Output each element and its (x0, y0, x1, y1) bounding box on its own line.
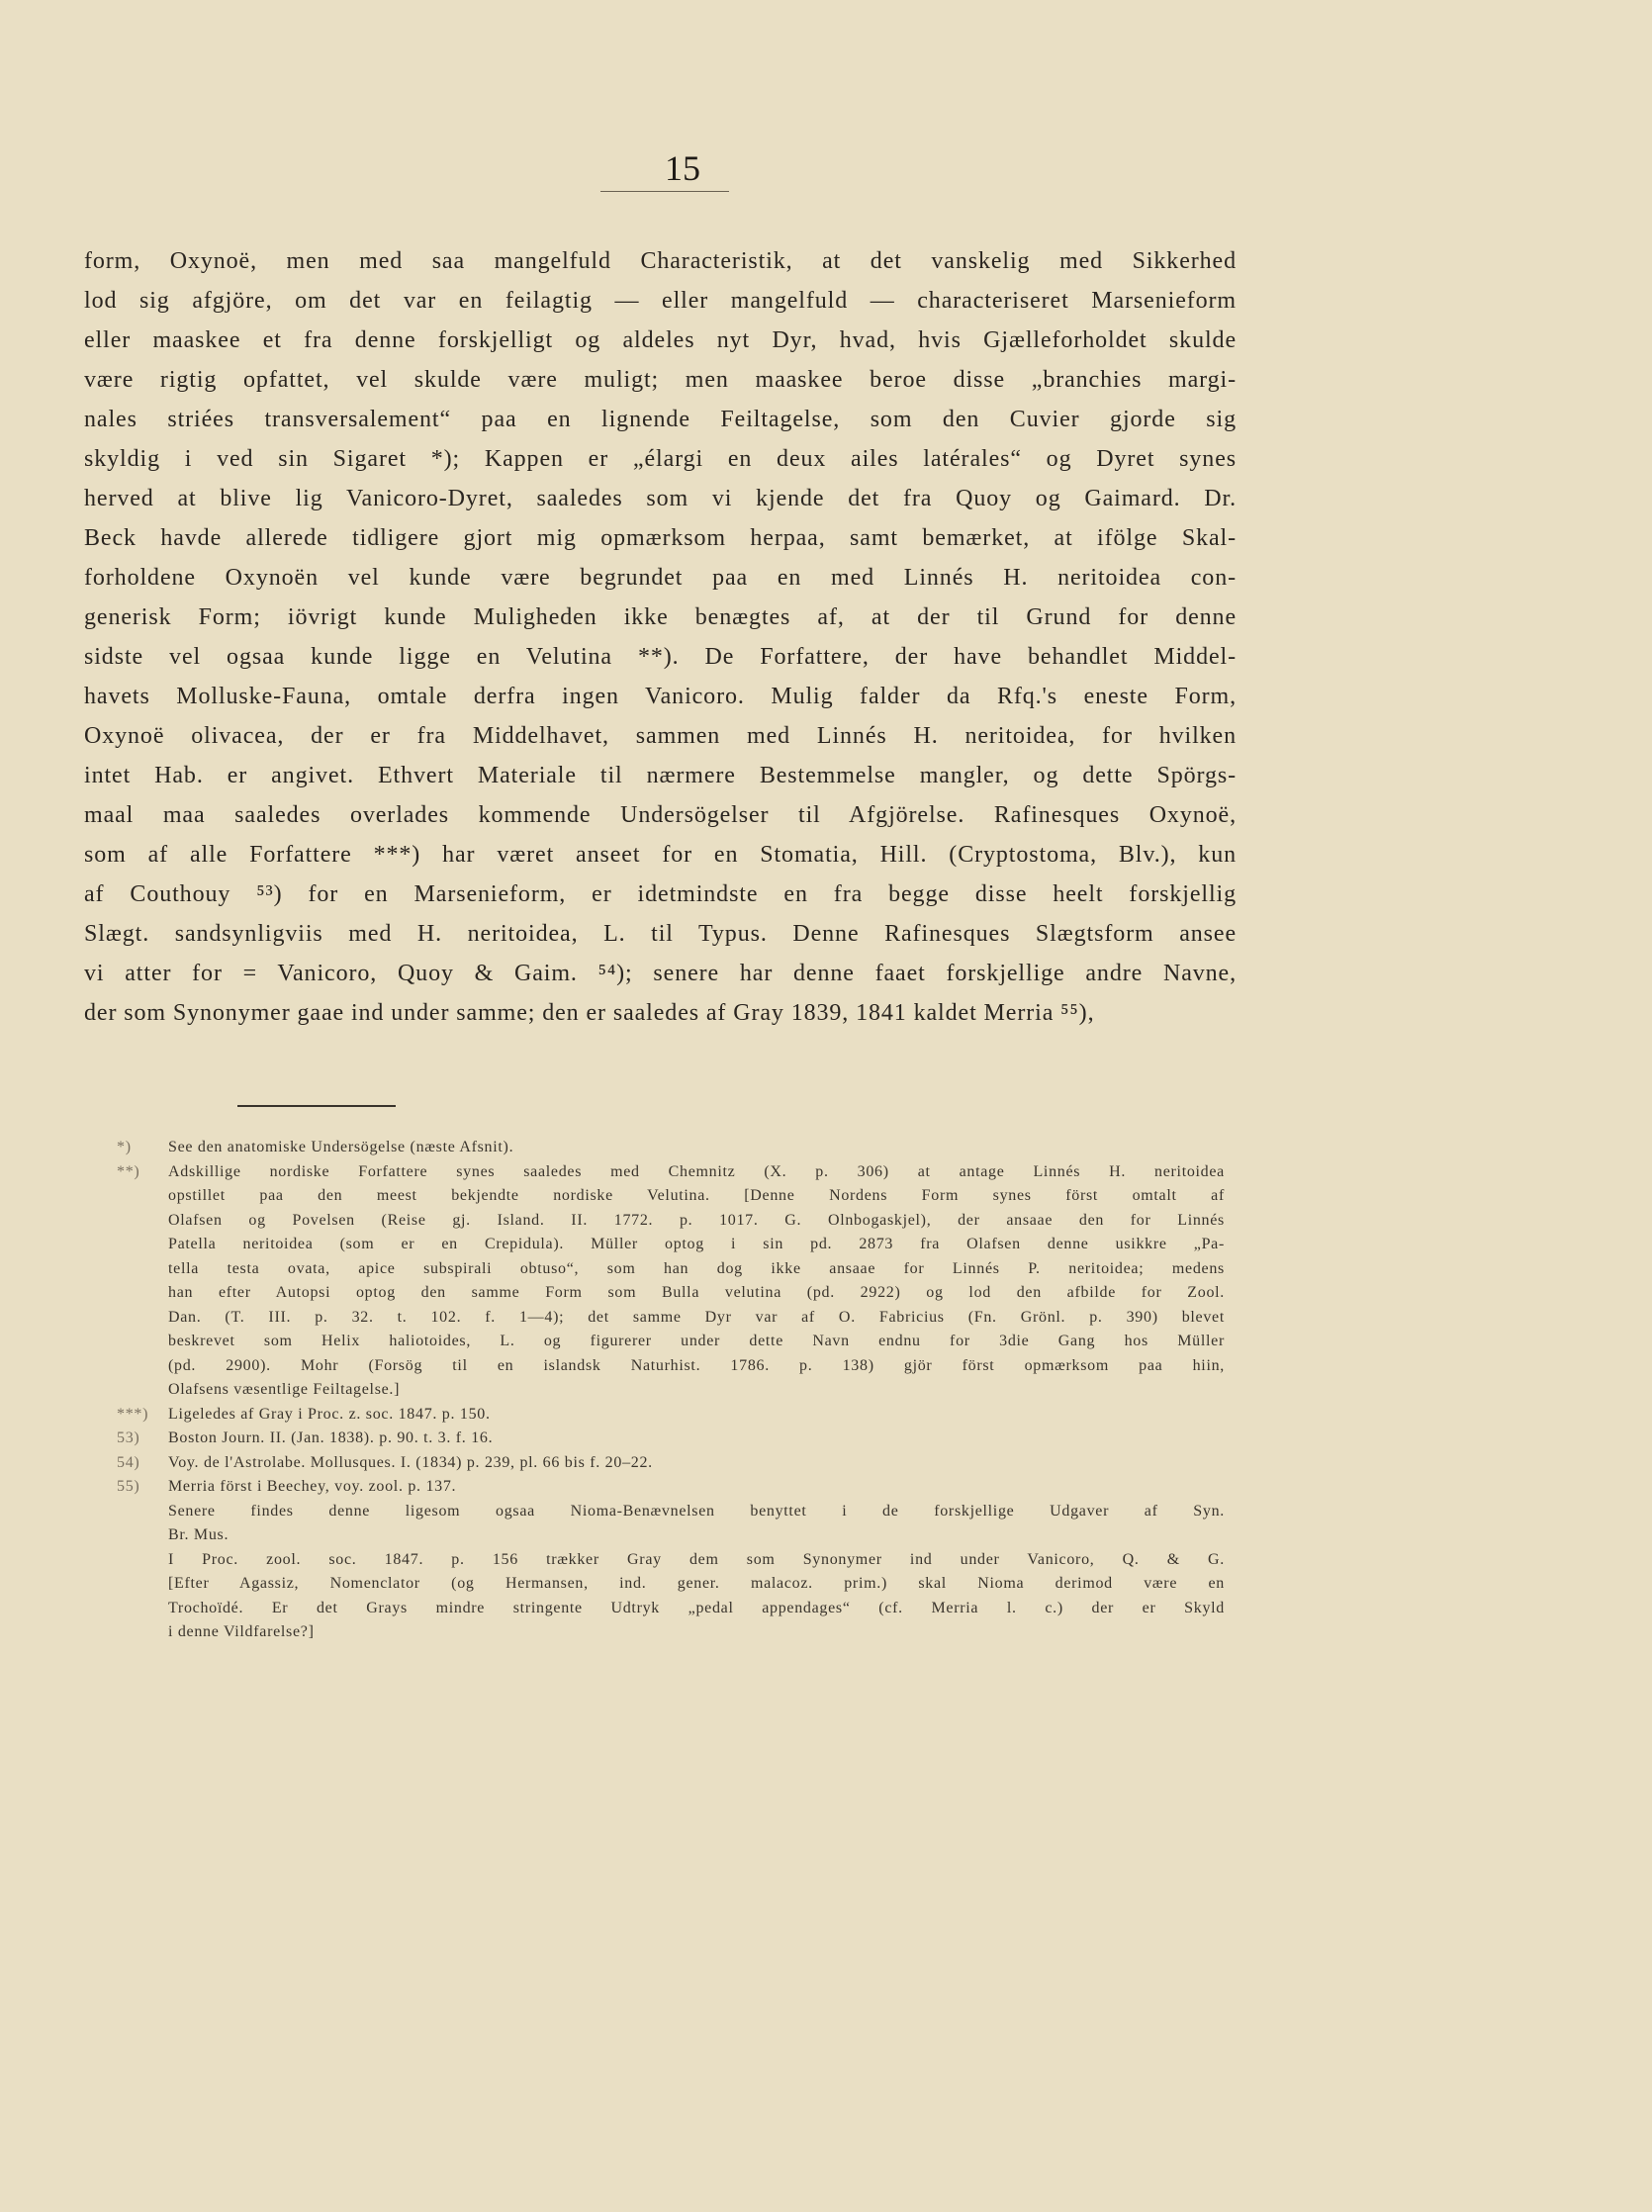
footnotes (117, 1136, 1225, 1645)
footnote-marker: *) (117, 1139, 132, 1155)
body-line: form, Oxynoë, men med saa mangelfuld Characteristik, at det vanskelig med Sikkerhed (84, 248, 1237, 274)
footnote-line (117, 1281, 1225, 1306)
body-line: Beck havde allerede tidligere gjort mig opmærksom herpaa, samt bemærket, at ifölge Skal- (84, 525, 1237, 551)
body-line: der som Synonymer gaae ind under samme; den er saaledes af Gray 1839, 1841 kaldet Merria ⁵⁵), (84, 1000, 1095, 1026)
body-line: forholdene Oxynoën vel kunde være begrundet paa en med Linnés H. neritoidea con- (84, 565, 1237, 591)
footnote-line (117, 1548, 1225, 1573)
footnote-line (117, 1160, 1225, 1185)
footnote-text: See den anatomiske Undersögelse (næste Afsnit). (168, 1139, 514, 1155)
footnote-text: Merria först i Beechey, voy. zool. p. 137. (168, 1478, 457, 1495)
footnote-text: tella testa ovata, apice subspirali obtuso“, som han dog ikke ansaae for Linnés P. neritoidea; medens (168, 1259, 1225, 1277)
footnote-line (117, 1427, 1225, 1451)
footnote-text: opstillet paa den meest bekjendte nordiske Velutina. [Denne Nordens Form synes först omtalt af (168, 1187, 1225, 1204)
footnote-text: Olafsen og Povelsen (Reise gj. Island. II. 1772. p. 1017. G. Olnbogaskjel), der ansaae den for Linnés (168, 1211, 1225, 1229)
footnote-line (117, 1523, 1225, 1548)
body-line: eller maaskee et fra denne forskjelligt og aldeles nyt Dyr, hvad, hvis Gjælleforholdet skulde (84, 327, 1237, 353)
footnote-separator (237, 1105, 396, 1107)
footnote-line (117, 1184, 1225, 1209)
footnote-line (117, 1136, 1225, 1160)
footnote-line (117, 1354, 1225, 1379)
footnote-line (117, 1306, 1225, 1331)
footnote-line (117, 1403, 1225, 1428)
body-line: Oxynoë olivacea, der er fra Middelhavet, sammen med Linnés H. neritoidea, for hvilken (84, 723, 1237, 749)
footnote-text: i denne Vildfarelse?] (168, 1623, 315, 1640)
footnote-marker: 54) (117, 1453, 140, 1471)
footnote-text: Adskillige nordiske Forfattere synes saaledes med Chemnitz (X. p. 306) at antage Linnés H. neritoidea (168, 1162, 1225, 1180)
footnote-text: Br. Mus. (168, 1526, 229, 1543)
footnote-text: I Proc. zool. soc. 1847. p. 156 trækker Gray dem som Synonymer ind under Vanicoro, Q. & G. (168, 1550, 1225, 1568)
footnote-text: Patella neritoidea (som er en Crepidula). Müller optog i sin pd. 2873 fra Olafsen denne usikkre „Pa- (168, 1236, 1225, 1252)
footnote-text: beskrevet som Helix haliotoides, L. og figurerer under dette Navn endnu for 3die Gang hos Müller (168, 1333, 1225, 1349)
footnote-text: [Efter Agassiz, Nomenclator (og Hermansen, ind. gener. malacoz. prim.) skal Nioma derimod være en (168, 1575, 1225, 1592)
footnote-text: Boston Journ. II. (Jan. 1838). p. 90. t. 3. f. 16. (168, 1429, 494, 1446)
body-text (84, 241, 1237, 1033)
footnote-text: Olafsens væsentlige Feiltagelse.] (168, 1381, 401, 1398)
footnote-line (117, 1330, 1225, 1354)
page-number: 15 (665, 148, 700, 188)
footnote-marker: 55) (117, 1478, 140, 1495)
footnote-line (117, 1209, 1225, 1234)
footnote-text: Voy. de l'Astrolabe. Mollusques. I. (1834) p. 239, pl. 66 bis f. 20–22. (168, 1453, 653, 1471)
footnote-marker: **) (117, 1162, 140, 1180)
footnote-line (117, 1233, 1225, 1257)
footnote-text: Senere findes denne ligesom ogsaa Nioma-Benævnelsen benyttet i de forskjellige Udgaver af Syn. (168, 1502, 1225, 1520)
body-line: generisk Form; iövrigt kunde Muligheden ikke benægtes af, at der til Grund for denne (84, 604, 1237, 630)
body-line: herved at blive lig Vanicoro-Dyret, saaledes som vi kjende det fra Quoy og Gaimard. Dr. (84, 486, 1237, 511)
footnote-line (117, 1500, 1225, 1524)
footnote-line (117, 1378, 1225, 1403)
footnote-line (117, 1257, 1225, 1282)
footnote-text: han efter Autopsi optog den samme Form som Bulla velutina (pd. 2922) og lod den afbilde for Zool. (168, 1284, 1225, 1301)
footnote-text: Trochoïdé. Er det Grays mindre stringente Udtryk „pedal appendages“ (cf. Merria l. c.) der er Skyld (168, 1599, 1225, 1616)
body-line: skyldig i ved sin Sigaret *); Kappen er „élargi en deux ailes latérales“ og Dyret synes (84, 446, 1237, 472)
footnote-line (117, 1572, 1225, 1597)
footnote-line (117, 1597, 1225, 1621)
page-number-rule (600, 191, 729, 192)
body-line: havets Molluske-Fauna, omtale derfra ingen Vanicoro. Mulig falder da Rfq.'s eneste Form, (84, 684, 1237, 709)
footnote-line (117, 1451, 1225, 1476)
body-line: Slægt. sandsynligviis med H. neritoidea, L. til Typus. Denne Rafinesques Slægtsform ansee (84, 921, 1237, 947)
footnote-text: Dan. (T. III. p. 32. t. 102. f. 1—4); det samme Dyr var af O. Fabricius (Fn. Grönl. p. 390) blevet (168, 1308, 1225, 1326)
body-line: nales striées transversalement“ paa en lignende Feiltagelse, som den Cuvier gjorde sig (84, 407, 1237, 432)
footnote-text: (pd. 2900). Mohr (Forsög til en islandsk Naturhist. 1786. p. 138) gjör först opmærksom paa hiin, (168, 1356, 1225, 1374)
body-line: sidste vel ogsaa kunde ligge en Velutina **). De Forfattere, der have behandlet Middel- (84, 644, 1237, 670)
body-line: intet Hab. er angivet. Ethvert Materiale til nærmere Bestemmelse mangler, og dette Spörgs- (84, 763, 1237, 788)
footnote-marker: 53) (117, 1429, 140, 1446)
footnote-marker: ***) (117, 1405, 149, 1423)
footnote-text: Ligeledes af Gray i Proc. z. soc. 1847. p. 150. (168, 1405, 491, 1423)
footnote-line (117, 1620, 1225, 1645)
body-line: maal maa saaledes overlades kommende Undersögelser til Afgjörelse. Rafinesques Oxynoë, (84, 802, 1237, 828)
body-line: af Couthouy ⁵³) for en Marsenieform, er idetmindste en fra begge disse heelt forskjellig (84, 881, 1237, 907)
footnote-line (117, 1475, 1225, 1500)
body-line: vi atter for = Vanicoro, Quoy & Gaim. ⁵⁴); senere har denne faaet forskjellige andre Navne, (84, 961, 1237, 986)
body-line: som af alle Forfattere ***) har været anseet for en Stomatia, Hill. (Cryptostoma, Blv.), kun (84, 842, 1237, 868)
body-line: være rigtig opfattet, vel skulde være muligt; men maaskee beroe disse „branchies margi- (84, 367, 1237, 393)
body-line: lod sig afgjöre, om det var en feilagtig — eller mangelfuld — characteriseret Marsenieform (84, 288, 1237, 314)
